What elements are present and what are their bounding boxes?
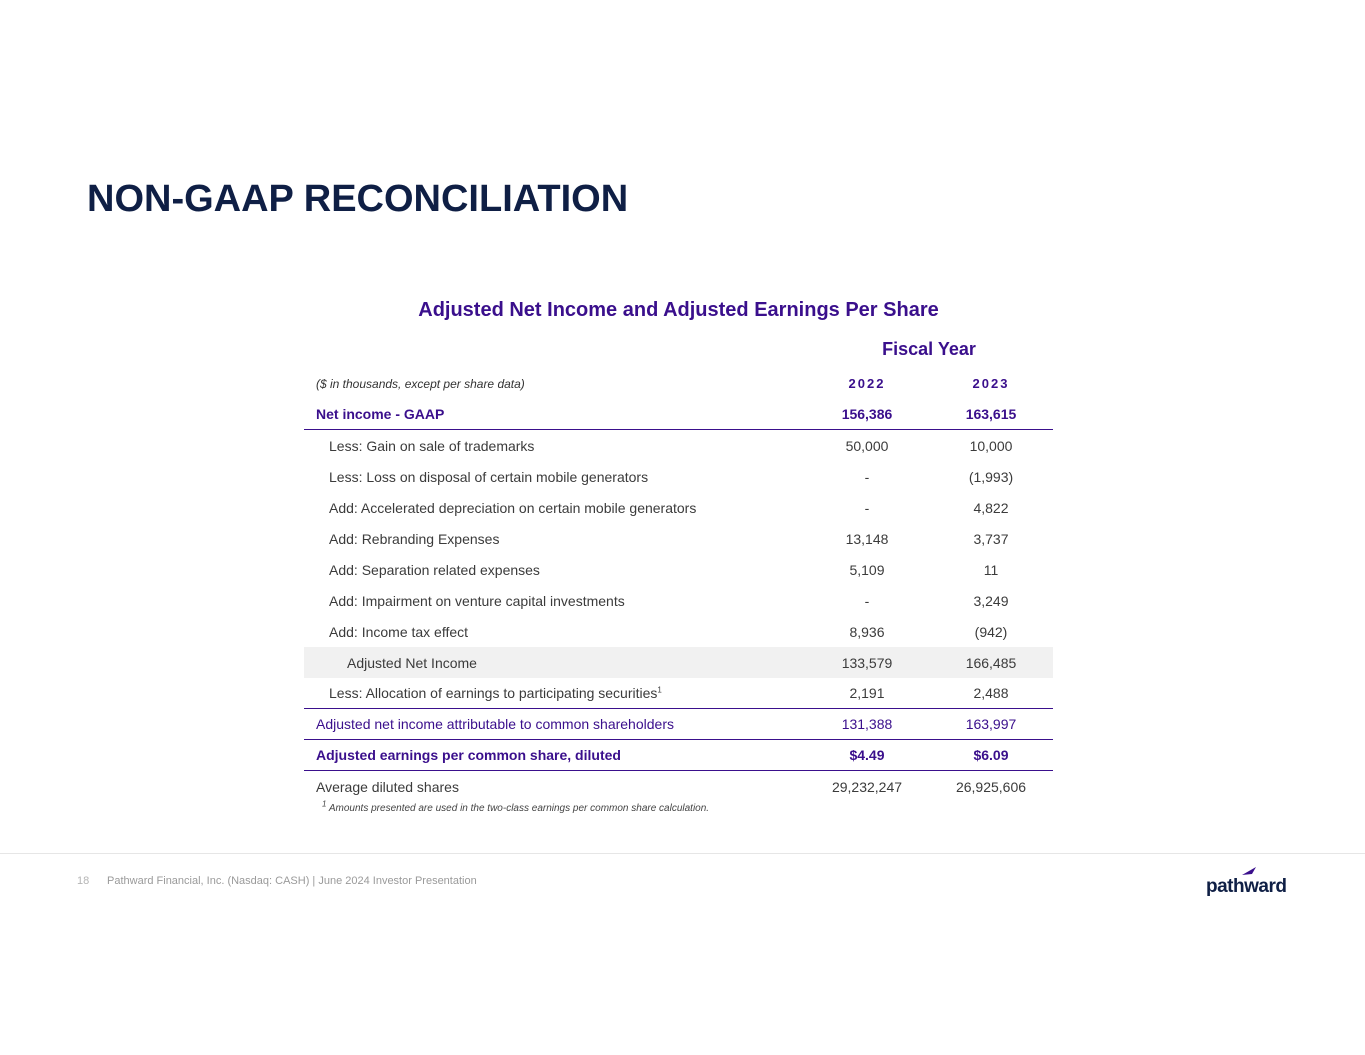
value-2023: 26,925,606 (955, 778, 1027, 795)
row-label: Adjusted earnings per common share, diluted (316, 747, 621, 763)
value-2022: - (864, 468, 870, 485)
row-label: Add: Accelerated depreciation on certain mobile generators (329, 499, 697, 516)
footer-divider (0, 853, 1365, 854)
reconciliation-table (304, 368, 1053, 802)
value-2023: (942) (974, 623, 1008, 640)
row-label: Less: Gain on sale of trademarks (329, 437, 535, 454)
value-2023: 166,485 (965, 654, 1017, 671)
value-2023: 3,249 (973, 592, 1009, 609)
value-2022: 2,191 (849, 685, 885, 701)
value-2022: 156,386 (841, 406, 893, 422)
row-label: Less: Loss on disposal of certain mobile generators (329, 468, 649, 485)
row-label: Adjusted Net Income (347, 654, 477, 671)
footnote-reference: 1 (657, 685, 662, 695)
row-label: Net income - GAAP (316, 406, 445, 422)
table-row (304, 771, 1053, 802)
value-2023: 11 (983, 561, 999, 578)
pathward-logo (1206, 866, 1296, 900)
value-2022: 29,232,247 (831, 778, 903, 795)
value-2022: 50,000 (845, 437, 889, 454)
value-2022: - (864, 499, 870, 516)
table-header-row (304, 368, 1053, 399)
units-note: ($ in thousands, except per share data) (316, 376, 525, 391)
value-2022: 13,148 (845, 530, 889, 547)
value-2022: 133,579 (841, 654, 893, 671)
value-2023: 163,997 (965, 716, 1017, 732)
year-2022-header: 2022 (848, 376, 886, 391)
value-2022: $4.49 (849, 747, 885, 763)
table-row (304, 399, 1053, 430)
value-2022: 131,388 (841, 716, 893, 732)
value-2023: $6.09 (973, 747, 1009, 763)
value-2022: - (864, 592, 870, 609)
table-row (304, 740, 1053, 771)
row-label: Add: Impairment on venture capital investments (329, 592, 625, 609)
value-2022: 5,109 (849, 561, 885, 578)
value-2023: 163,615 (965, 406, 1017, 422)
value-2023: (1,993) (968, 468, 1014, 485)
row-label (304, 685, 805, 701)
logo-wordmark: pathward (1206, 876, 1287, 897)
page-number: 18 (77, 875, 90, 887)
table-row (304, 492, 1053, 523)
value-2023: 4,822 (973, 499, 1009, 516)
table-row (304, 430, 1053, 461)
value-2023: 3,737 (973, 530, 1009, 547)
row-label-text: Less: Allocation of earnings to participating securities (329, 685, 658, 701)
row-label: Add: Separation related expenses (329, 561, 540, 578)
value-2023: 2,488 (973, 685, 1009, 701)
row-label: Add: Rebranding Expenses (329, 530, 500, 547)
page-title: NON-GAAP RECONCILIATION (87, 178, 629, 220)
table-row (304, 554, 1053, 585)
footer-text: Pathward Financial, Inc. (Nasdaq: CASH) | June 2024 Investor Presentation (107, 875, 477, 887)
row-label: Adjusted net income attributable to common shareholders (316, 716, 674, 732)
year-2023-header: 2023 (972, 376, 1010, 391)
footnote-text: Amounts presented are used in the two-class earnings per common share calculation. (328, 803, 710, 814)
table-row (304, 616, 1053, 647)
table-row (304, 709, 1053, 740)
table-title: Adjusted Net Income and Adjusted Earnings Per Share (418, 299, 939, 321)
table-row-subtotal (304, 647, 1053, 678)
table-row (304, 461, 1053, 492)
row-label: Average diluted shares (316, 778, 459, 795)
row-label: Add: Income tax effect (329, 623, 469, 640)
value-2022: 8,936 (849, 623, 885, 640)
value-2023: 10,000 (969, 437, 1013, 454)
fiscal-year-header: Fiscal Year (882, 339, 976, 359)
table-row (304, 585, 1053, 616)
footnote-marker: 1 (322, 799, 327, 809)
table-row (304, 678, 1053, 709)
footnote (322, 799, 710, 814)
table-row (304, 523, 1053, 554)
